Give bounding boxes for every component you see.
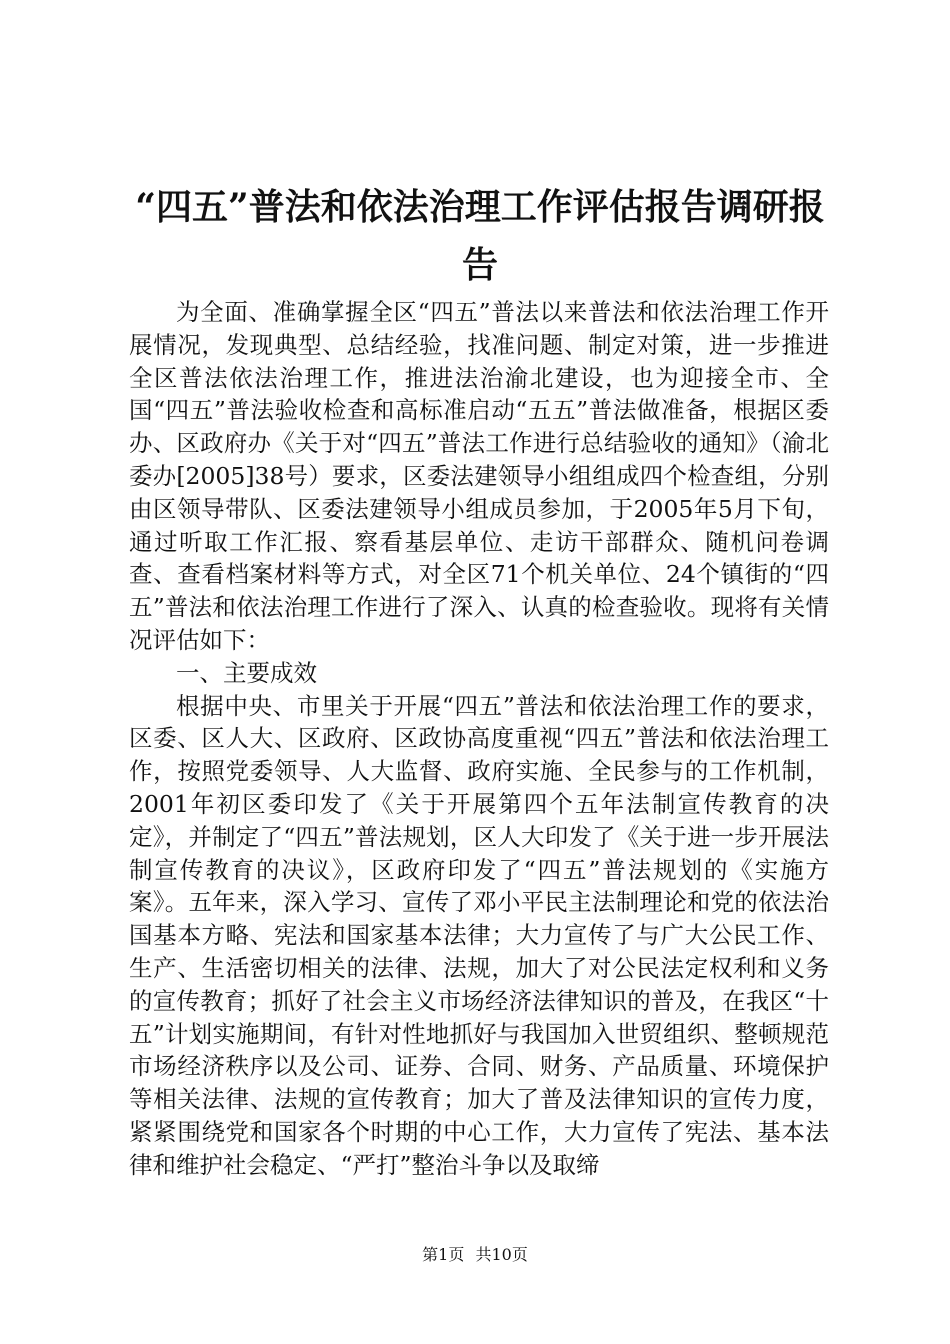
section-paragraph: 根据中央、市里关于开展“四五”普法和依法治理工作的要求，区委、区人大、区政府、区政协高度重视“四五”普法和依法治理工作，按照党委领导、人大监督、政府实施、全民参与的工作机制，2001年初区委印发了《关于开展第四个五年法制宣传教育的决定》，并制定了“四五”普法规划，区人大印发了《关于进一步开展法制宣传教育的决议》，区政府印发了“四五”普法规划的《实施方案》。五年来，深入学习、宣传了邓小平民主法制理论和党的依法治国基本方略、宪法和国家基本法律；大力宣传了与广大公民工作、生产、生活密切相关的法律、法规，加大了对公民法定权利和义务的宣传教育；抓好了社会主义市场经济法律知识的普及，在我区“十五”计划实施期间，有针对性地抓好与我国加入世贸组织、整顿规范市场经济秩序以及公司、证券、合同、财务、产品质量、环境保护等相关法律、法规的宣传教育；加大了普及法律知识的宣传力度，紧紧围绕党和国家各个时期的中心工作，大力宣传了宪法、基本法律和维护社会稳定、“严打”整治斗争以及取缔 <box>129 691 829 1179</box>
section-heading: 一、主要成效 <box>176 658 317 687</box>
page-total: 共10页 <box>475 1245 528 1264</box>
page-number: 第1页 <box>422 1245 465 1264</box>
page-footer <box>0 1245 950 1265</box>
intro-paragraph: 为全面、准确掌握全区“四五”普法以来普法和依法治理工作开展情况，发现典型、总结经验，找准问题、制定对策，进一步推进全区普法依法治理工作，推进法治渝北建设，也为迎接全市、全国“四五”普法验收检查和高标准启动“五五”普法做准备，根据区委办、区政府办《关于对“四五”普法工作进行总结验收的通知》（渝北委办[2005]38号）要求，区委法建领导小组组成四个检查组，分别由区领导带队、区委法建领导小组成员参加，于2005年5月下旬，通过听取工作汇报、察看基层单位、走访干部群众、随机问卷调查、查看档案材料等方式，对全区71个机关单位、24个镇街的“四五”普法和依法治理工作进行了深入、认真的检查验收。现将有关情况评估如下： <box>129 298 829 654</box>
document-body <box>129 296 829 1182</box>
document-title: “四五”普法和依法治理工作评估报告调研报告 <box>135 186 825 286</box>
